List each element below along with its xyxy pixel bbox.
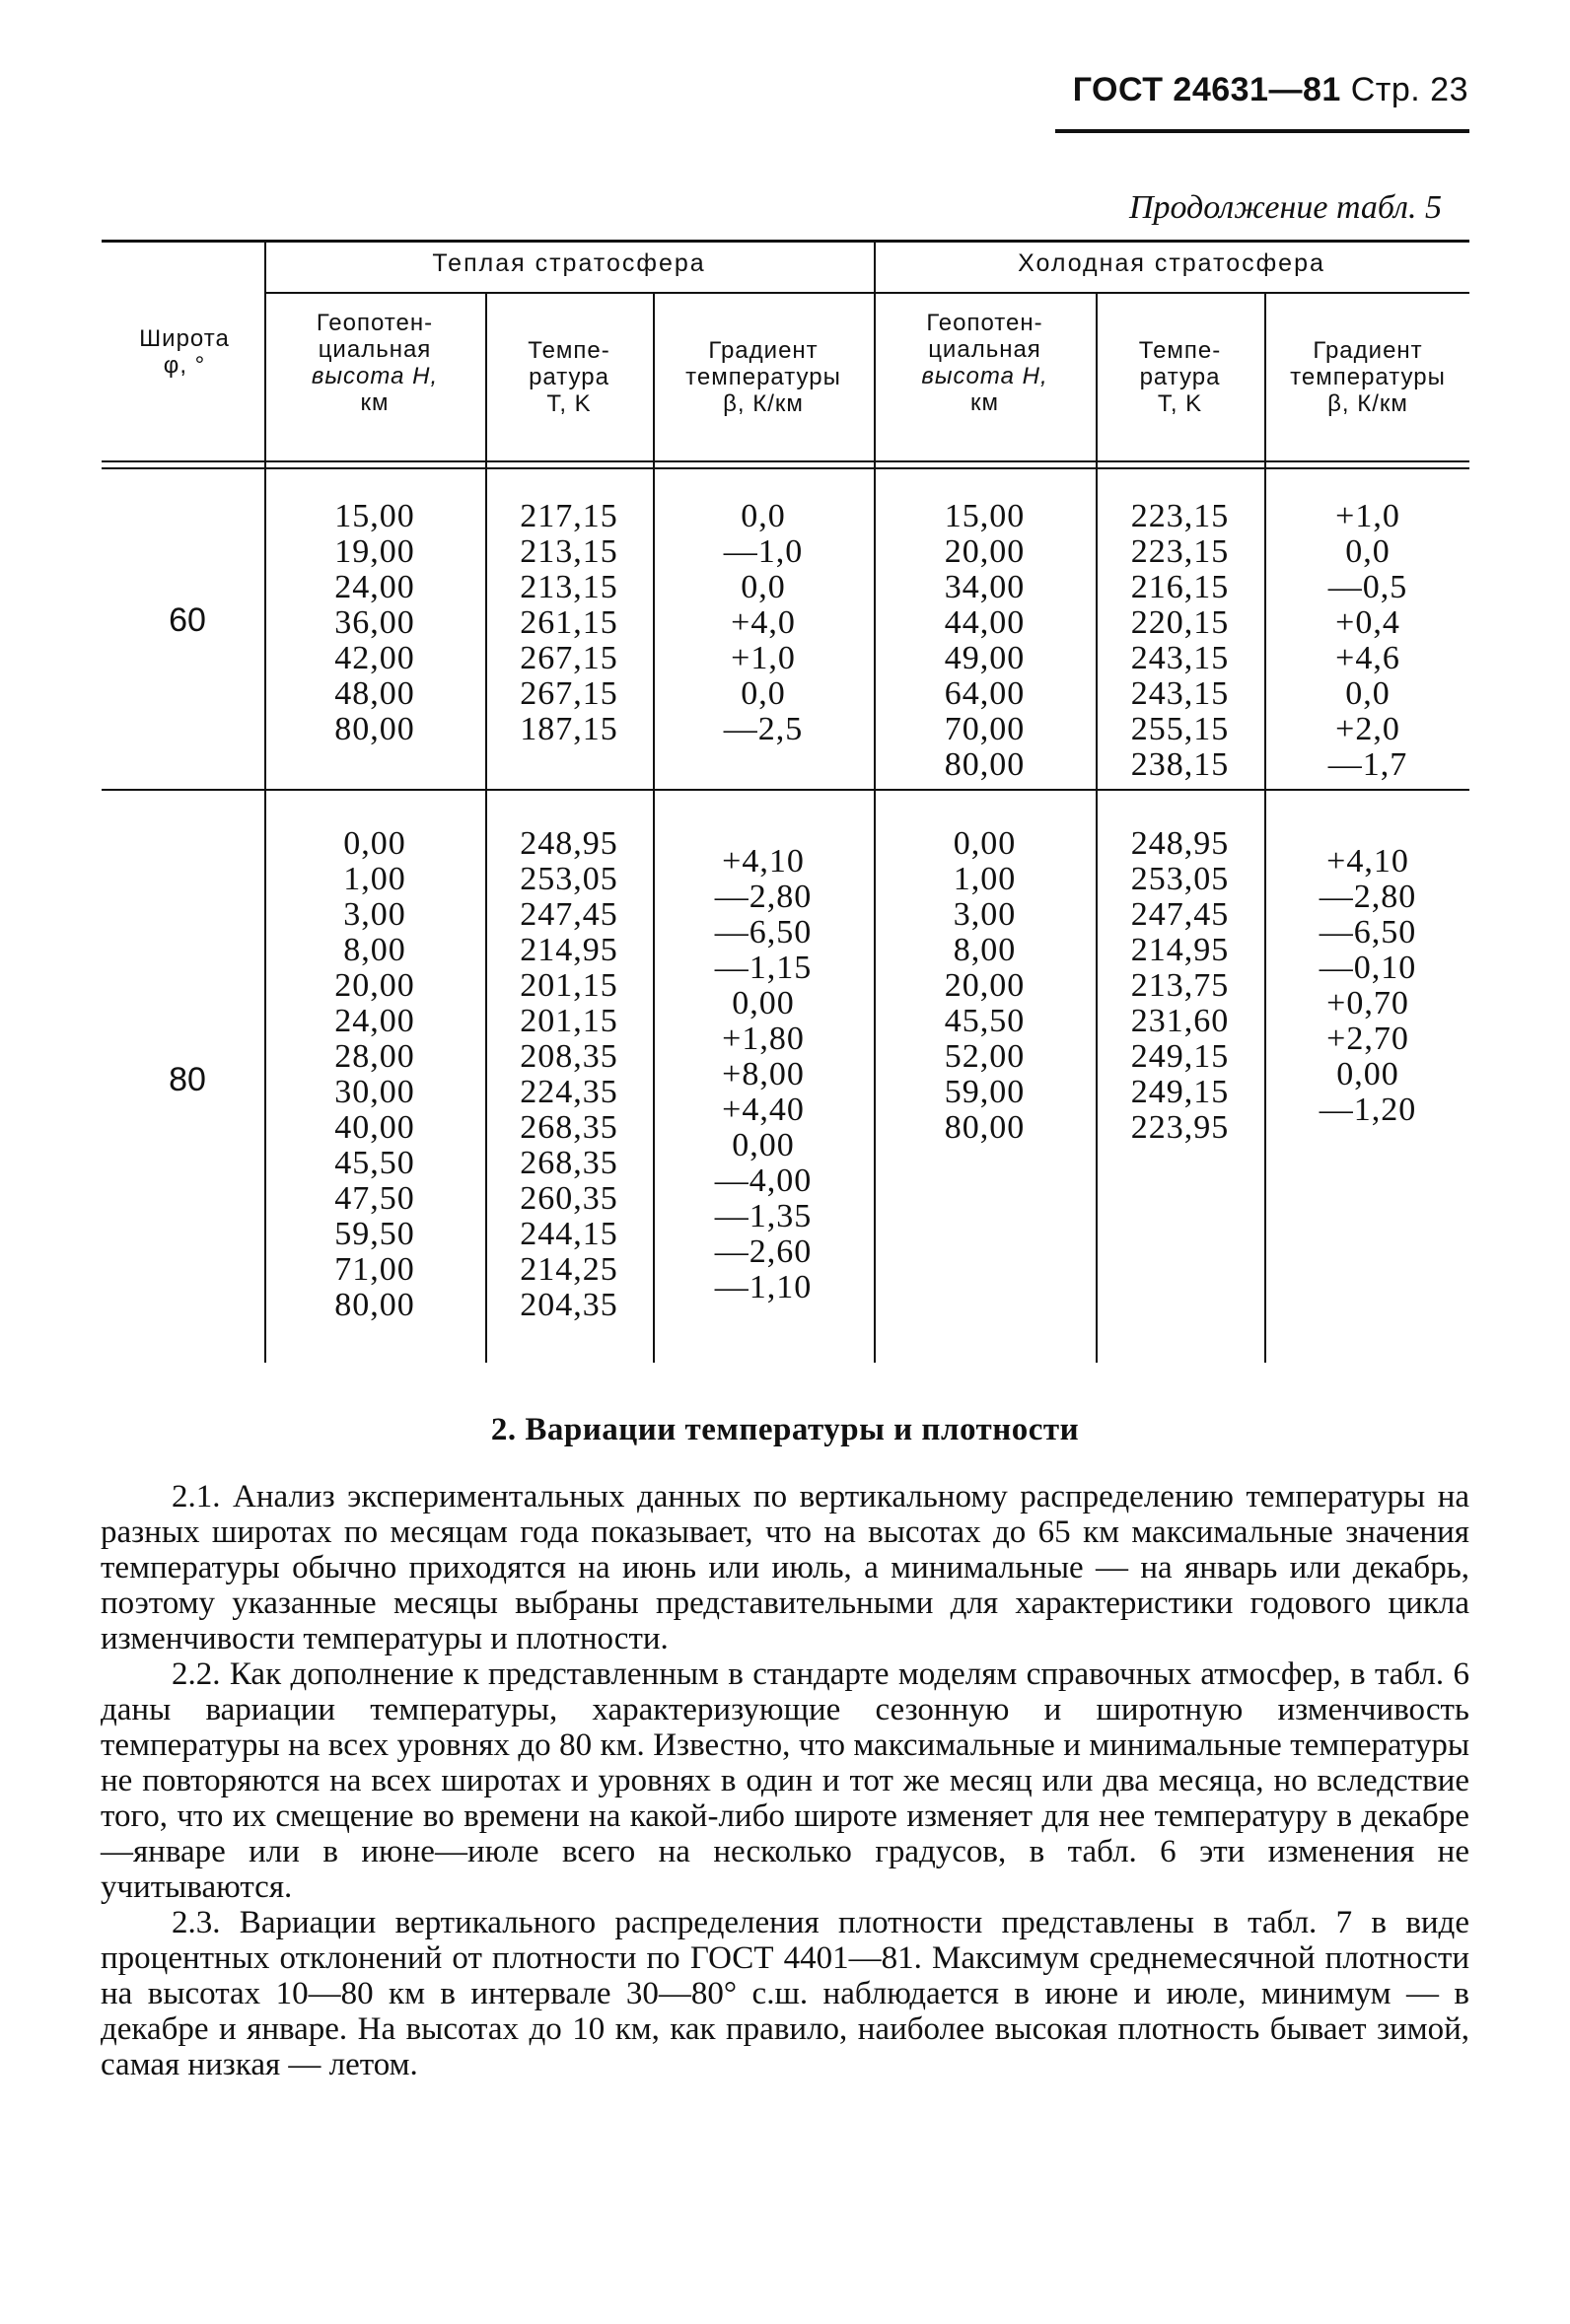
table-cell-value: 223,95 — [1130, 1109, 1230, 1146]
table-cell-value: —1,35 — [714, 1198, 813, 1234]
table-cell-value: 8,00 — [953, 932, 1017, 968]
table-cell-value: 48,00 — [334, 675, 415, 712]
latitude-60: 60 — [169, 601, 206, 639]
table-cell-value: —0,5 — [1327, 569, 1408, 605]
header-rule — [1055, 129, 1469, 133]
table-cell-value: 204,35 — [520, 1287, 618, 1323]
table-cell-value: 201,15 — [520, 1003, 618, 1039]
table-cell-value: —0,10 — [1319, 950, 1417, 986]
table-cell-value: 214,25 — [520, 1251, 618, 1288]
table-top-rule — [102, 240, 1469, 243]
header-line: β, К/км — [723, 390, 804, 417]
table-cell-value: 213,75 — [1130, 967, 1230, 1004]
header-line: Геопотен- — [316, 310, 434, 336]
header-line: высота H, — [921, 363, 1048, 389]
table-cell-value: 80,00 — [944, 1109, 1026, 1146]
table-cell-value: 253,05 — [520, 861, 618, 897]
table-cell-value: 3,00 — [953, 896, 1017, 933]
table-cell-value: 224,35 — [520, 1074, 618, 1110]
table-cell-value: 28,00 — [334, 1038, 415, 1075]
table-cell-value: +4,40 — [722, 1092, 805, 1128]
header-line: циальная — [318, 336, 432, 363]
table-cell-value: 70,00 — [944, 711, 1026, 747]
table-cell-value: 267,15 — [520, 675, 618, 712]
header-line: циальная — [928, 336, 1041, 363]
table-cell-value: —2,60 — [714, 1233, 813, 1270]
header-line: Темпе- — [528, 337, 610, 364]
header-line: β, К/км — [1327, 390, 1408, 417]
table-cell-value: +4,10 — [722, 843, 805, 880]
table-cell-value: +2,70 — [1326, 1021, 1409, 1057]
table-cell-value: 248,95 — [520, 825, 618, 862]
col-divider-cold-grad — [1264, 294, 1266, 1363]
header-warm-height — [266, 310, 483, 416]
table-cell-value: 0,0 — [741, 675, 786, 712]
page-label: Стр. — [1350, 71, 1421, 108]
table-cell-value: 71,00 — [334, 1251, 415, 1288]
page-number: 23 — [1430, 71, 1468, 108]
table-cell-value: 260,35 — [520, 1180, 618, 1217]
table-cell-value: 0,0 — [1345, 675, 1391, 712]
header-line: Градиент — [1313, 337, 1423, 364]
table-cell-value: 34,00 — [944, 569, 1026, 605]
table-cell-value: —6,50 — [714, 914, 813, 951]
header-line: Градиент — [708, 337, 819, 364]
table-cell-value: +8,00 — [722, 1056, 805, 1092]
header-line: км — [360, 389, 390, 416]
table-cell-value: 20,00 — [944, 533, 1026, 570]
header-cold-height — [876, 310, 1094, 416]
header-warm-temp — [487, 337, 651, 417]
col-cold-height-60 — [876, 499, 1094, 783]
table-cell-value: 8,00 — [343, 932, 406, 968]
table-cell-value: 247,45 — [1130, 896, 1230, 933]
header-line: T, K — [1157, 390, 1203, 417]
header-cold-temp — [1098, 337, 1262, 417]
table-cell-value: 1,00 — [953, 861, 1017, 897]
table-cell-value: 80,00 — [334, 1287, 415, 1323]
table-cell-value: —6,50 — [1319, 914, 1417, 951]
table-cell-value: 220,15 — [1130, 604, 1230, 641]
table-cell-value: +2,0 — [1335, 711, 1400, 747]
section-body — [101, 1479, 1469, 2082]
header-latitude-line: φ, ° — [163, 352, 206, 379]
table-cell-value: 187,15 — [520, 711, 618, 747]
table-cell-value: +1,80 — [722, 1021, 805, 1057]
table-cell-value: 0,00 — [953, 825, 1017, 862]
table-cell-value: 49,00 — [944, 640, 1026, 676]
table-cell-value: 40,00 — [334, 1109, 415, 1146]
table-cell-value: 24,00 — [334, 1003, 415, 1039]
table-cell-value: —2,80 — [1319, 879, 1417, 915]
table-cell-value: +4,0 — [731, 604, 796, 641]
table-cell-value: 248,95 — [1130, 825, 1230, 862]
table-cell-value: 216,15 — [1130, 569, 1230, 605]
table-cell-value: +0,70 — [1326, 985, 1409, 1021]
table-cell-value: 45,50 — [944, 1003, 1026, 1039]
table-cell-value: 42,00 — [334, 640, 415, 676]
header-latitude-line: Широта — [139, 325, 230, 352]
col-cold-grad-60 — [1266, 499, 1469, 783]
table-cell-value: 15,00 — [944, 498, 1026, 534]
table-cell-value: 80,00 — [334, 711, 415, 747]
table-cell-value: —2,80 — [714, 879, 813, 915]
table-cell-value: 201,15 — [520, 967, 618, 1004]
latitude-80: 80 — [169, 1061, 206, 1098]
table-cell-value: 213,15 — [520, 569, 618, 605]
header-warm-grad — [655, 337, 872, 417]
table-cell-value: 208,35 — [520, 1038, 618, 1075]
table-cell-value: 249,15 — [1130, 1074, 1230, 1110]
table-cell-value: 80,00 — [944, 746, 1026, 783]
table-cell-value: 59,00 — [944, 1074, 1026, 1110]
header-line: ратура — [529, 364, 609, 390]
table-cell-value: —4,00 — [714, 1162, 813, 1199]
table-cell-value: —1,15 — [714, 950, 813, 986]
header-line: T, K — [546, 390, 592, 417]
table-cell-value: +1,0 — [731, 640, 796, 676]
header-line: Геопотен- — [926, 310, 1043, 336]
table-cell-value: 30,00 — [334, 1074, 415, 1110]
table-cell-value: 20,00 — [334, 967, 415, 1004]
table-cell-value: +1,0 — [1335, 498, 1400, 534]
table-cell-value: 44,00 — [944, 604, 1026, 641]
col-cold-height-80 — [876, 826, 1094, 1146]
table-cell-value: 64,00 — [944, 675, 1026, 712]
header-line: температуры — [1290, 364, 1446, 390]
paragraph-2-3: 2.3. Вариации вертикального распределения плотности представлены в табл. 7 в виде процентных отклонений от плотности по ГОСТ 4401—81. Максимум среднемесячной плотности на высотах 10—80 км в интервале 30—80° с.ш. наблюдается в июне и июле, минимум — в декабре и январе. На высотах до 10 км, как правило, наиболее высокая плотность бывает зимой, самая низкая — летом. — [101, 1905, 1469, 2082]
table-cell-value: 231,60 — [1130, 1003, 1230, 1039]
col-warm-temp-80 — [487, 826, 651, 1323]
table-cell-value: 0,0 — [741, 498, 786, 534]
table-cell-value: +4,6 — [1335, 640, 1400, 676]
table-cell-value: 0,00 — [732, 985, 795, 1021]
table-cell-value: +4,10 — [1326, 843, 1409, 880]
table-continuation-label: Продолжение табл. 5 — [1128, 189, 1442, 226]
col-warm-temp-60 — [487, 499, 651, 747]
table-cell-value: 214,95 — [520, 932, 618, 968]
table-cell-value: 20,00 — [944, 967, 1026, 1004]
col-warm-grad-80 — [655, 844, 872, 1305]
table-cell-value: 214,95 — [1130, 932, 1230, 968]
table-cell-value: +0,4 — [1335, 604, 1400, 641]
page-header — [1073, 71, 1468, 109]
table-cell-value: 247,45 — [520, 896, 618, 933]
header-line: температуры — [685, 364, 841, 390]
col-warm-height-60 — [266, 499, 483, 747]
table-cell-value: 0,0 — [741, 569, 786, 605]
group-title-cold: Холодная стратосфера — [1018, 249, 1325, 277]
table-cell-value: 253,05 — [1130, 861, 1230, 897]
paragraph-2-1: 2.1. Анализ экспериментальных данных по вертикальному распределению температуры на разных широтах по месяцам года показывает, что на высотах до 65 км максимальные значения температуры обычно приходятся на июнь или июль, а минимальные — на январь или декабрь, поэтому указанные месяцы выбраны представительными для характеристики годового цикла изменчивости температуры и плотности. — [101, 1479, 1469, 1656]
table-cell-value: 3,00 — [343, 896, 406, 933]
table-cell-value: 0,00 — [732, 1127, 795, 1163]
table-cell-value: 15,00 — [334, 498, 415, 534]
table-cell-value: 24,00 — [334, 569, 415, 605]
table-cell-value: 255,15 — [1130, 711, 1230, 747]
table-cell-value: 243,15 — [1130, 640, 1230, 676]
col-cold-grad-80 — [1266, 844, 1469, 1128]
table-cell-value: 59,50 — [334, 1216, 415, 1252]
col-warm-grad-60 — [655, 499, 872, 747]
col-cold-temp-60 — [1098, 499, 1262, 783]
table-cell-value: 243,15 — [1130, 675, 1230, 712]
table-cell-value: 0,0 — [1345, 533, 1391, 570]
paragraph-2-2: 2.2. Как дополнение к представленным в стандарте моделям справочных атмосфер, в табл. 6 даны вариации температуры, характеризующие сезонную и широтную изменчивость температуры на всех уровнях до 80 км. Известно, что максимальные и минимальные температуры не повторяются на всех широтах и уровнях в один и тот же месяц или два месяца, но вследствие того, что их смещение во времени на какой-либо широте изменяет для нее температуру в декабре—январе или в июне—июле всего на несколько градусов, в табл. 6 эти изменения не учитываются. — [101, 1656, 1469, 1905]
header-cold-grad — [1266, 337, 1469, 417]
header-latitude — [110, 325, 258, 379]
section-title: 2. Вариации температуры и плотности — [490, 1412, 1080, 1447]
table-cell-value: —1,20 — [1319, 1092, 1417, 1128]
group-header-rule — [264, 292, 1469, 294]
table-cell-value: 0,00 — [343, 825, 406, 862]
header-line: Темпе- — [1138, 337, 1222, 364]
table-cell-value: 267,15 — [520, 640, 618, 676]
standard-number: ГОСТ 24631—81 — [1072, 71, 1341, 108]
col-warm-height-80 — [266, 826, 483, 1323]
table-cell-value: 223,15 — [1130, 533, 1230, 570]
table-cell-value: —1,10 — [714, 1269, 813, 1305]
table-cell-value: 36,00 — [334, 604, 415, 641]
header-line: ратура — [1139, 364, 1221, 390]
table-cell-value: —1,0 — [723, 533, 804, 570]
table-cell-value: 223,15 — [1130, 498, 1230, 534]
table-cell-value: 52,00 — [944, 1038, 1026, 1075]
table-cell-value: 261,15 — [520, 604, 618, 641]
table-cell-value: 244,15 — [520, 1216, 618, 1252]
table-cell-value: 19,00 — [334, 533, 415, 570]
header-line: высота H, — [311, 363, 439, 389]
table-cell-value: 0,00 — [1336, 1056, 1399, 1092]
table-cell-value: 47,50 — [334, 1180, 415, 1217]
table-cell-value: 45,50 — [334, 1145, 415, 1181]
col-cold-temp-80 — [1098, 826, 1262, 1146]
table-cell-value: —2,5 — [723, 711, 804, 747]
table-cell-value: —1,7 — [1327, 746, 1408, 783]
table-cell-value: 238,15 — [1130, 746, 1230, 783]
table-cell-value: 268,35 — [520, 1109, 618, 1146]
table-cell-value: 1,00 — [343, 861, 406, 897]
group-title-warm: Теплая стратосфера — [432, 249, 706, 277]
table-cell-value: 217,15 — [520, 498, 618, 534]
table-cell-value: 213,15 — [520, 533, 618, 570]
header-line: км — [970, 389, 999, 416]
table-cell-value: 268,35 — [520, 1145, 618, 1181]
table-cell-value: 249,15 — [1130, 1038, 1230, 1075]
